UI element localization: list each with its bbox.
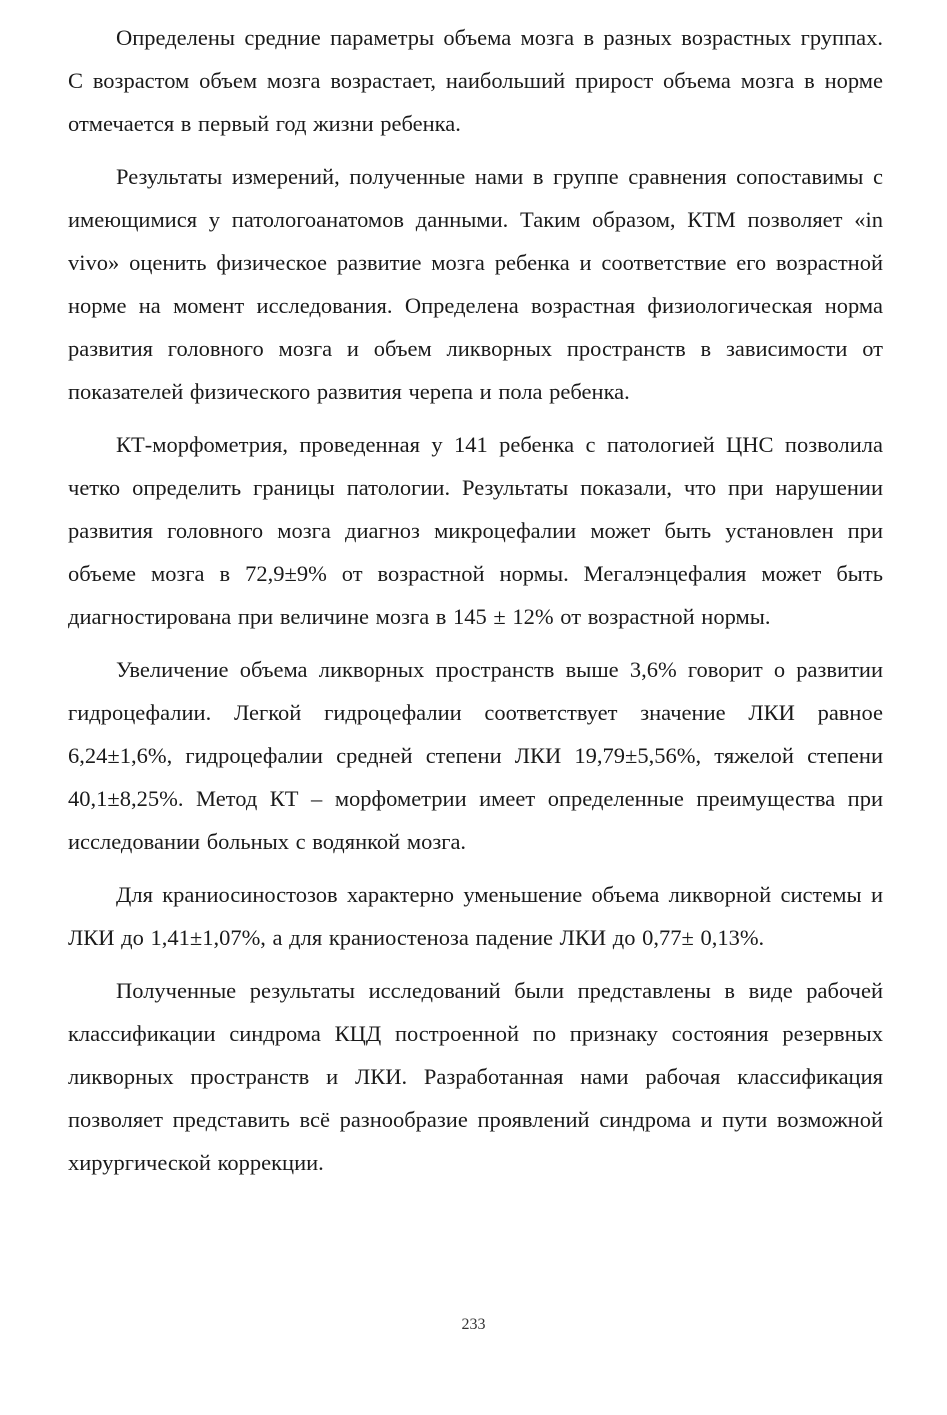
page-number: 233 <box>461 1316 486 1333</box>
paragraph-craniosynostosis: Для краниосиностозов характерно уменьшение объема ликворной системы и ЛКИ до 1,41±1,07%, а для краниостеноза падение ЛКИ до 0,77± 0,13%. <box>68 882 883 950</box>
paragraph-hydrocephalus: Увеличение объема ликворных пространств выше 3,6% говорит о развитии гидроцефалии. Легкой гидроцефалии соответствует значение ЛКИ равное 6,24±1,6%, гидроцефалии средней степени ЛКИ 19,79±5,56%, тяжелой степени 40,1±8,25%. Метод КТ – морфометрии имеет определенные преимущества при исследовании больных с водянкой мозга. <box>68 657 883 854</box>
paragraph-ct-morphometry: КТ-морфометрия, проведенная у 141 ребенка с патологией ЦНС позволила четко определить границы патологии. Результаты показали, что при нарушении развития головного мозга диагноз микроцефалии может быть установлен при объеме мозга в 72,9±9% от возрастной нормы. Мегалэнцефалия может быть диагностирована при величине мозга в 145 ± 12% от возрастной нормы. <box>68 432 883 629</box>
paragraph-classification: Полученные результаты исследований были представлены в виде рабочей классификации синдрома КЦД построенной по признаку состояния резервных ликворных пространств и ЛКИ. Разработанная нами рабочая классификация позволяет представить всё разнообразие проявлений синдрома и пути возможной хирургической коррекции. <box>68 978 883 1175</box>
document-page <box>68 16 883 1194</box>
paragraph-brain-volume-params: Определены средние параметры объема мозга в разных возрастных группах. С возрастом объем мозга возрастает, наибольший прирост объема мозга в норме отмечается в первый год жизни ребенка. <box>68 25 883 136</box>
paragraph-measurement-results: Результаты измерений, полученные нами в группе сравнения сопоставимы с имеющимися у патологоанатомов данными. Таким образом, КТМ позволяет «in vivo» оценить физическое развитие мозга ребенка и соответствие его возрастной норме на момент исследования. Определена возрастная физиологическая норма развития головного мозга и объем ликворных пространств в зависимости от показателей физического развития черепа и пола ребенка. <box>68 164 883 404</box>
